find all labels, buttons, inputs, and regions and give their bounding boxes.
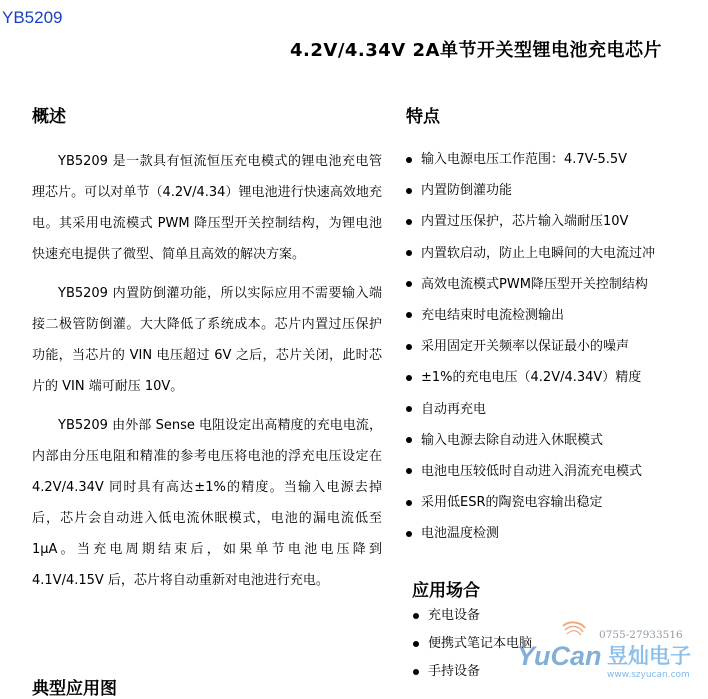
application-item: 便携式笔记本电脑 (410, 630, 532, 658)
document-title: 4.2V/4.34V 2A单节开关型锂电池充电芯片 (290, 40, 662, 61)
overview-paragraph: YB5209 内置防倒灌功能，所以实际应用不需要输入端接二极管防倒灌。大大降低了系统成本。芯片内置过压保护功能，当芯片的 VIN 电压超过 6V 之后，芯片关闭，此时芯片的 VIN 端可耐压 10V。 (32, 286, 382, 394)
feature-item: 输入电源去除自动进入休眠模式 (405, 425, 705, 456)
feature-item: 电池电压较低时自动进入涓流充电模式 (405, 456, 705, 487)
feature-item: 高效电流模式PWM降压型开关控制结构 (405, 269, 705, 300)
watermark-url: www.szyucan.com (607, 670, 690, 680)
feature-item: 自动再充电 (405, 394, 705, 425)
application-item: 充电设备 (410, 602, 532, 630)
overview-paragraph: YB5209 由外部 Sense 电阻设定出高精度的充电电流，内部由分压电阻和精准的参考电压将电池的浮充电压设定在 4.2V/4.34V 同时具有高达±1%的精度。当输入电源去掉后，芯片会自动进入低电流休眠模式，电池的漏电流低至 1μA。当充电周期结束后，如果单节电池电压降到 4.1V/4.15V 后，芯片将自动重新对电池进行充电。 (32, 418, 382, 588)
applications-heading: 应用场合 (412, 581, 480, 601)
feature-item: 电池温度检测 (405, 518, 705, 549)
applications-list (410, 602, 532, 686)
overview-paragraph: YB5209 是一款具有恒流恒压充电模式的锂电池充电管理芯片。可以对单节（4.2V/4.34）锂电池进行快速高效地充电。其采用电流模式 PWM 降压型开关控制结构，为锂电池快速充电提供了微型、简单且高效的解决方案。 (32, 154, 382, 262)
feature-item: 输入电源电压工作范围：4.7V-5.5V (405, 144, 705, 175)
part-number: YB5209 (2, 8, 63, 27)
yucan-logo-watermark (515, 618, 707, 680)
application-item: 手持设备 (410, 658, 532, 686)
feature-item: 内置软启动，防止上电瞬间的大电流过冲 (405, 238, 705, 269)
features-list (405, 144, 705, 549)
watermark-phone: 0755-27933516 (599, 629, 683, 641)
watermark-brand-cn: 昱灿电子 (607, 644, 691, 668)
overview-heading: 概述 (32, 107, 66, 127)
watermark-brand-latin: YuCan (517, 641, 602, 671)
feature-item: 采用固定开关频率以保证最小的噪声 (405, 331, 705, 362)
feature-item: 采用低ESR的陶瓷电容输出稳定 (405, 487, 705, 518)
typical-application-heading: 典型应用图 (32, 679, 117, 699)
feature-item: 充电结束时电流检测输出 (405, 300, 705, 331)
feature-item: ±1%的充电电压（4.2V/4.34V）精度 (405, 362, 705, 393)
features-heading: 特点 (406, 107, 440, 127)
feature-item: 内置防倒灌功能 (405, 175, 705, 206)
feature-item: 内置过压保护，芯片输入端耐压10V (405, 206, 705, 237)
overview-body (32, 146, 382, 604)
